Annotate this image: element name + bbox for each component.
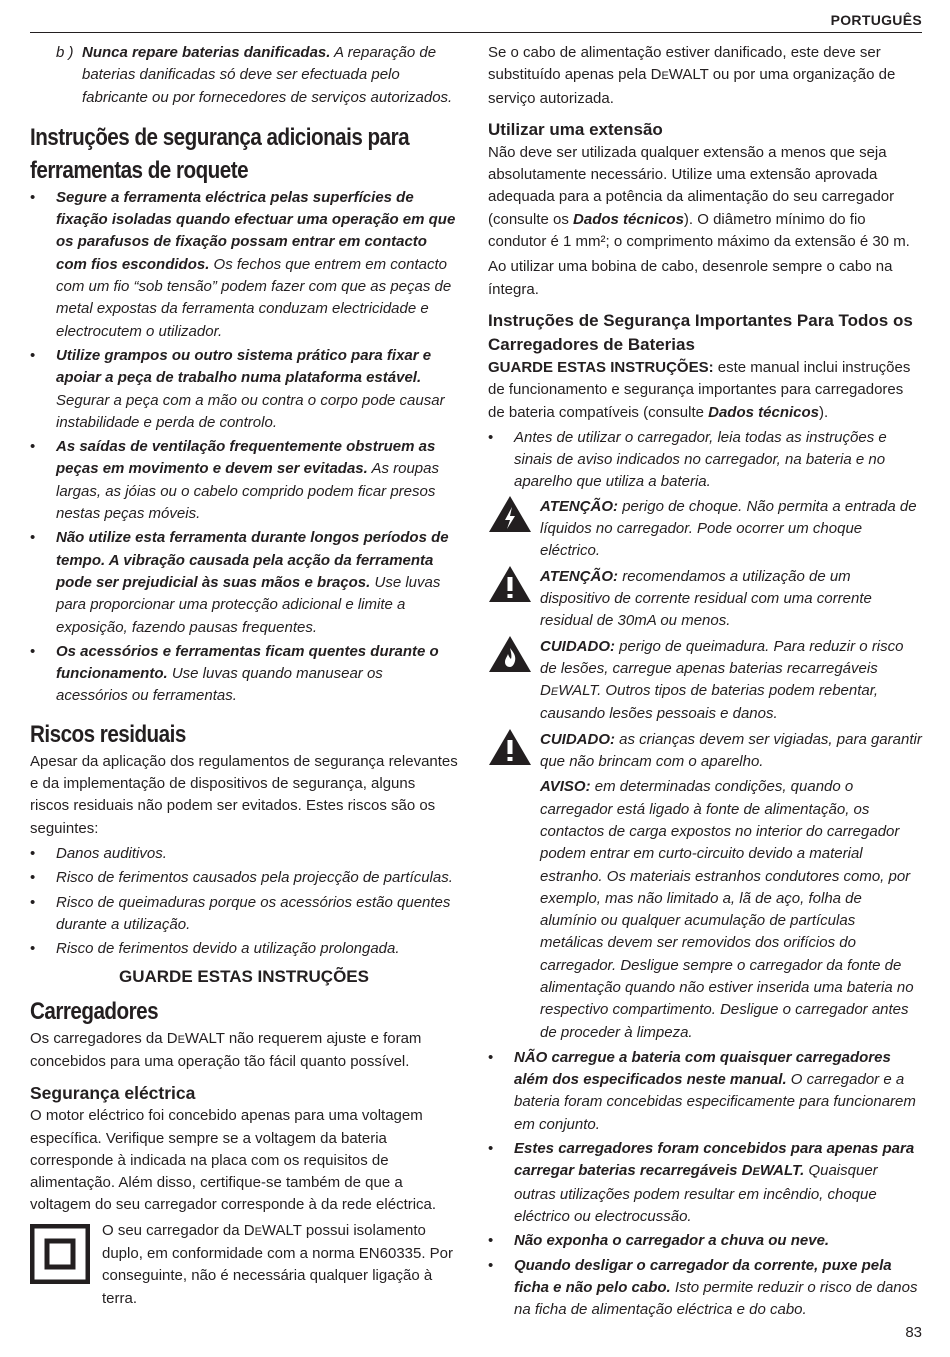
save-instructions-heading: GUARDE ESTAS INSTRUÇÕES: [119, 967, 369, 987]
caution-children: CUIDADO: as crianças devem ser vigiadas, para garantir que não brincam com o aparelho.: [488, 729, 922, 774]
list-item: • Danos auditivos.: [30, 844, 167, 862]
list-item: • Não utilize esta ferramenta durante longos períodos de tempo. A vibração causada pela acção da ferramenta pode ser prejudicial às suas mãos e braços. Use luvas para proporcionar uma protecção adicional e limite a exposição, fazendo pausas frequentes.: [30, 529, 449, 636]
list-item: • Não exponha o carregador a chuva ou neve.: [488, 1232, 830, 1250]
list-item: • Quando desligar o carregador da corrente, puxe pela ficha e não pelo cabo. Isto permite reduzir o risco de danos na ficha de alimentação eléctrica e do cabo.: [488, 1256, 918, 1319]
ratchet-bullets: [30, 187, 458, 708]
item-b-text: A reparação de baterias danificadas só deve ser efectuada pelo fabricante ou por fornecedores de serviços autorizados.: [82, 44, 453, 106]
residual-bullets: [30, 843, 458, 960]
double-insulation-note: O seu carregador da DEWALT possui isolamento duplo, em conformidade com a norma EN60335. Por conseguinte, não é necessária qualquer ligação à terra.: [30, 1220, 458, 1310]
fire-warning-icon: [488, 634, 532, 674]
warning-shock: ATENÇÃO: perigo de choque. Não permita a entrada de líquidos no carregador. Pode ocorrer um choque eléctrico.: [488, 496, 922, 563]
right-column: [488, 42, 922, 1323]
ratchet-title-line1: Instruções de segurança adicionais para: [30, 123, 410, 151]
extension-reel-text: Ao utilizar uma bobina de cabo, desenrole sempre o cabo na íntegra.: [488, 258, 893, 298]
header-rule: [30, 32, 922, 33]
bullet-text: Risco de ferimentos devido a utilização prolongada.: [56, 940, 400, 958]
item-b-label: b ): [56, 44, 74, 61]
caution-burn: CUIDADO: perigo de queimadura. Para reduzir o risco de lesões, carregue apenas baterias recarregáveis DEWALT. Outros tipos de baterias podem rebentar, causando lesões pessoais e danos.: [488, 636, 922, 726]
list-item: • Utilize grampos ou outro sistema prático para fixar e apoiar a peça de trabalho numa plataforma estável. Segurar a peça com a mão ou contra o corpo pode causar instabilidade e perda de controlo.: [30, 346, 445, 431]
notice-foreign-material: AVISO: em determinadas condições, quando o carregador está ligado à fonte de alimentação, os contactos de carga expostos no interior do carregador podem entrar em curto-circuito devido a material estranho. Os materiais estranhos condutores como, por exemplo, mas não limitado a, lã de aço, folha de alumínio ou qualquer acumulação de partículas metálicas devem ser removidos dos orifícios do carregador. Desligue sempre o carregador da fonte de alimentação quando não estiver inserida uma bateria no respectivo compartimento. Desligue o carregador antes de proceder à limpeza.: [540, 778, 914, 1041]
exclamation-warning-icon: [488, 564, 532, 604]
list-item: • Estes carregadores foram concebidos para apenas para carregar baterias recarregáveis DEWALT. Quaisquer outras utilizações podem resultar em incêndio, choque eléctrico ou electrocussão.: [488, 1140, 915, 1225]
list-item: • NÃO carregue a bateria com quaisquer carregadores além dos especificados neste manual. O carregador e a bateria foram concebidas especificamente para funcionarem em conjunto.: [488, 1048, 916, 1133]
language-header: PORTUGUÊS: [830, 12, 922, 28]
electrical-safety-title: Segurança eléctrica: [30, 1083, 196, 1104]
charger-bullets-1: [488, 427, 922, 494]
ratchet-title-line2: ferramentas de roquete: [30, 156, 249, 184]
bullet-text: Os fechos que entrem em contacto com um fio “sob tensão” podem fazer com que as peças de metal expostas da ferramenta conduzam electricidade e electrocutem o utilizador.: [56, 255, 452, 340]
bullet-bold: Os acessórios e ferramentas ficam quentes durante o funcionamento.: [56, 642, 439, 683]
save-instructions-text: GUARDE ESTAS INSTRUÇÕES: este manual inclui instruções de funcionamento e segurança importantes para carregadores de bateria compatíveis (consulte Dados técnicos).: [488, 358, 911, 421]
bullet-bold: Não utilize esta ferramenta durante longos períodos de tempo. A vibração causada pela acção da ferramenta pode ser prejudicial às suas mãos e braços.: [56, 529, 449, 591]
list-item: • Antes de utilizar o carregador, leia todas as instruções e sinais de aviso indicados no carregador, na bateria e no aparelho que utiliza a bateria.: [488, 428, 887, 491]
residual-intro: Apesar da aplicação dos regulamentos de segurança relevantes e da implementação de dispositivos de segurança, alguns riscos residuais não podem ser evitados. Estes riscos são os seguintes:: [30, 752, 458, 837]
chargers-title: Carregadores: [30, 997, 159, 1025]
item-b-bold: Nunca repare baterias danificadas.: [82, 44, 331, 61]
bullet-bold: As saídas de ventilação frequentemente obstruem as peças em movimento e devem ser evitadas.: [56, 438, 436, 478]
list-item: • Risco de ferimentos devido a utilização prolongada.: [30, 940, 400, 958]
extension-title: Utilizar uma extensão: [488, 119, 663, 139]
important-safety-title: Instruções de Segurança Importantes Para Todos os Carregadores de Baterias: [488, 310, 913, 354]
residual-title: Riscos residuais: [30, 720, 186, 748]
list-item: • Segure a ferramenta eléctrica pelas superfícies de fixação isoladas quando efectuar uma operação em que os parafusos de fixação possam entrar em contacto com fios escondidos. Os fechos que entrem em contacto com um fio “sob tensão” podem fazer com que as peças de metal expostas da ferramenta conduzam electricidade e electrocutem o utilizador.: [30, 188, 456, 340]
bullet-text: Risco de ferimentos causados pela projecção de partículas.: [56, 869, 453, 887]
chargers-intro: Os carregadores da DEWALT não requerem ajuste e foram concebidos para uma operação tão fácil quanto possível.: [30, 1029, 422, 1070]
bullet-bold: Utilize grampos ou outro sistema prático para fixar e apoiar a peça de trabalho numa plataforma estável.: [56, 346, 432, 387]
electrical-safety-text: O motor eléctrico foi concebido apenas para uma voltagem específica. Verifique sempre se a voltagem da bateria corresponde à indicada na placa com os requisitos de alimentação. Além disso, certifique-se também de que a voltagem do seu carregador corresponde à da rede eléctrica.: [30, 1107, 437, 1214]
bullet-text: Segurar a peça com a mão ou contra o corpo pode causar instabilidade e perda de controlo.: [56, 391, 445, 431]
list-item: • Risco de ferimentos causados pela projecção de partículas.: [30, 869, 453, 887]
item-b: [30, 42, 458, 109]
bullet-bold: Segure a ferramenta eléctrica pelas superfícies de fixação isoladas quando efectuar uma operação em que os parafusos de fixação possam entrar em contacto com fios escondidos.: [56, 188, 456, 273]
bullet-text: Risco de queimaduras porque os acessórios estão quentes durante a utilização.: [56, 893, 451, 933]
bullet-text: Use luvas para proporcionar uma protecção adicional e limite a exposição, fazendo pausas frequentes.: [56, 573, 441, 636]
page-number: 83: [905, 1324, 922, 1341]
bullet-text: Use luvas quando manusear os acessórios ou ferramentas.: [56, 665, 383, 705]
extension-text: Não deve ser utilizada qualquer extensão a menos que seja absolutamente necessário. Utilize uma extensão aprovada adequada para a potência da alimentação do seu carregador (consulte os Dados técnicos). O diâmetro mínimo do fio condutor é 1 mm²; o comprimento máximo da extensão é 30 m.: [488, 143, 910, 251]
exclamation-warning-icon: [488, 727, 532, 767]
list-item: • Os acessórios e ferramentas ficam quentes durante o funcionamento. Use luvas quando manusear os acessórios ou ferramentas.: [30, 642, 439, 705]
charger-bullets-2: [488, 1047, 922, 1322]
warning-rcd: ATENÇÃO: recomendamos a utilização de um dispositivo de corrente residual com uma corrente residual de 30mA ou menos.: [488, 566, 922, 633]
list-item: • As saídas de ventilação frequentemente obstruem as peças em movimento e devem ser evitadas. As roupas largas, as jóias ou o cabelo comprido podem ficar presos nestas peças móveis.: [30, 438, 439, 523]
electric-shock-warning-icon: [488, 494, 532, 534]
cord-replacement-text: Se o cabo de alimentação estiver danificado, este deve ser substituído apenas pela DEWALT ou por uma organização de serviço autorizada.: [488, 44, 896, 107]
left-column: [30, 42, 458, 1310]
list-item: • Risco de queimaduras porque os acessórios estão quentes durante a utilização.: [30, 893, 451, 933]
bullet-text: As roupas largas, as jóias ou o cabelo comprido podem ficar presos nestas peças móveis.: [56, 460, 439, 523]
bullet-text: Danos auditivos.: [56, 844, 167, 862]
double-insulation-icon: [30, 1224, 90, 1284]
